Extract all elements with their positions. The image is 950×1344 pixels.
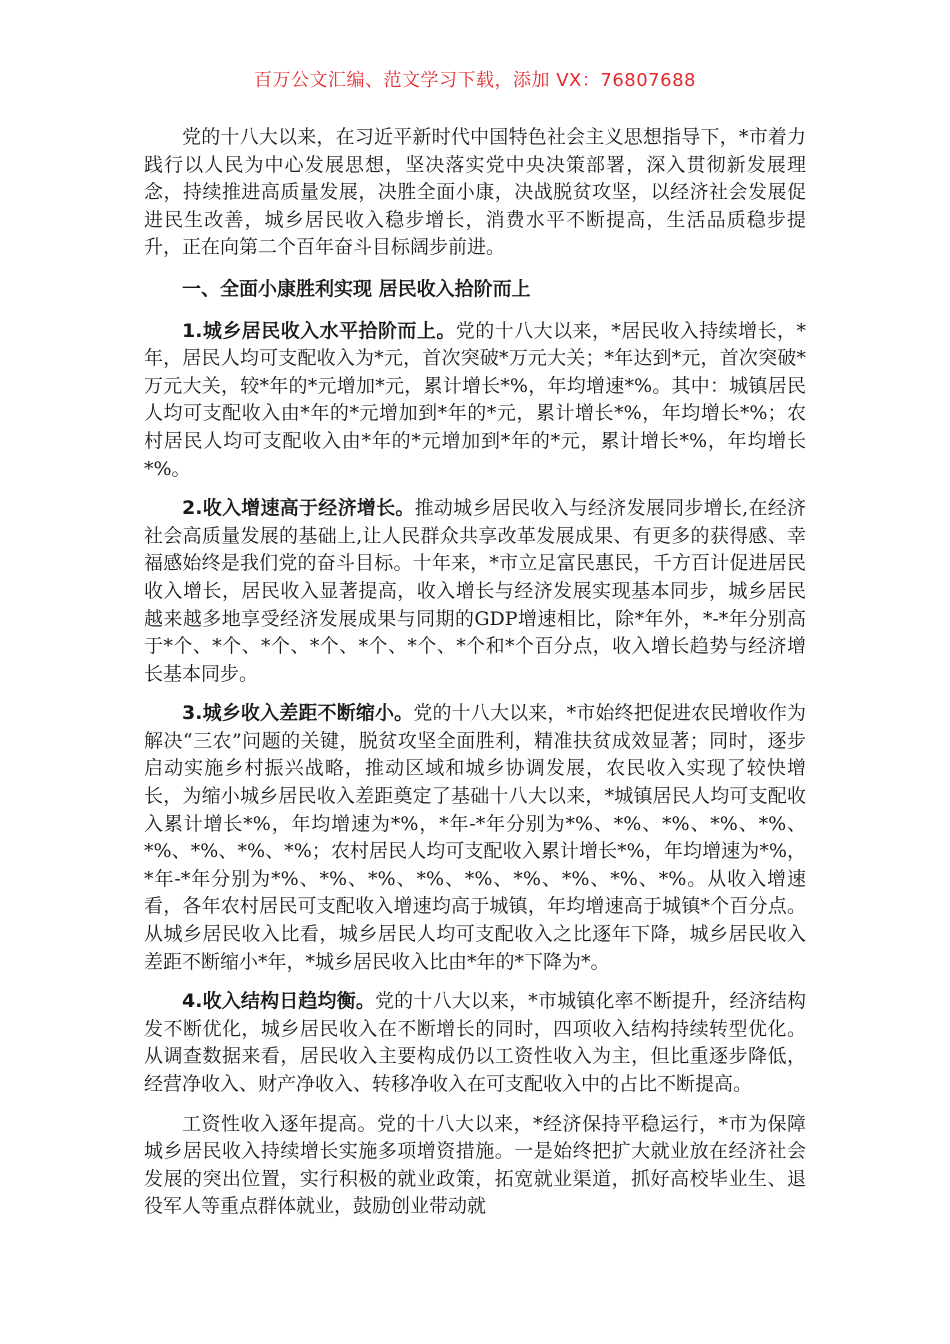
item-body: 党的十八大以来，*市城镇化率不断提升，经济结构发不断优化，城乡居民收入在不断增长的同时，四项收入结构持续转型优化。从调查数据来看，居民收入主要构成仍以工资性收入为主，但比重逐步降低，经营净收入、财产净收入、转移净收入在可支配收入中的占比不断提高。 (144, 990, 806, 1095)
watermark-banner: 百万公文汇编、范文学习下载，添加 VX：76807688 (254, 70, 696, 91)
paragraph-item-4 (144, 988, 806, 1098)
document-body (144, 124, 806, 1233)
item-body: 党的十八大以来，*居民收入持续增长，*年，居民人均可支配收入为*元，首次突破*万元大关；*年达到*元，首次突破*万元大关，较*年的*元增加*元，累计增长*%，年均增速*%。其中：城镇居民人均可支配收入由*年的*元增加到*年的*元，累计增长*%，年均增长*%；农村居民人均可支配收入由*年的*元增加到*年的*元，累计增长*%，年均增长*%。 (144, 319, 806, 480)
section-heading: 一、全面小康胜利实现 居民收入拾阶而上 (182, 277, 531, 300)
intro-paragraph: 党的十八大以来，在习近平新时代中国特色社会主义思想指导下，*市着力践行以人民为中心发展思想，坚决落实党中央决策部署，深入贯彻新发展理念，持续推进高质量发展，决胜全面小康，决战脱贫攻坚，以经济社会发展促进民生改善，城乡居民收入稳步增长，消费水平不断提高，生活品质稳步提升，正在向第二个百年奋斗目标阔步前进。 (144, 126, 806, 259)
item-lead: 4.收入结构日趋均衡。 (182, 990, 376, 1013)
paragraph-item-2 (144, 495, 806, 688)
item-body: 推动城乡居民收入与经济发展同步增长,在经济社会高质量发展的基础上,让人民群众共享改革发展成果、有更多的获得感、幸福感始终是我们党的奋斗目标。十年来，*市立足富民惠民，千方百计促进居民收入增长，居民收入显著提高，收入增长与经济发展实现基本同步，城乡居民越来越多地享受经济发展成果与同期的GDP增速相比，除*年外，*-*年分别高于*个、*个、*个、*个、*个、*个、*个和*个百分点，收入增长趋势与经济增长基本同步。 (144, 497, 806, 685)
closing-paragraph: 工资性收入逐年提高。党的十八大以来，*经济保持平稳运行，*市为保障城乡居民收入持续增长实施多项增资措施。一是始终把扩大就业放在经济社会发展的突出位置，实行积极的就业政策，拓宽就业渠道，抓好高校毕业生、退役军人等重点群体就业，鼓励创业带动就 (144, 1112, 806, 1218)
item-body: 党的十八大以来，*市始终把促进农民增收作为解决“三农”问题的关键，脱贫攻坚全面胜利，精准扶贫成效显著；同时，逐步启动实施乡村振兴战略，推动区域和城乡协调发展，农民收入实现了较快增长，为缩小城乡居民收入差距奠定了基础十八大以来，*城镇居民人均可支配收入累计增长*%，年均增速为*%，*年-*年分别为*%、*%、*%、*%、*%、*%、*%、*%、*%；农村居民人均可支配收入累计增长*%，年均增速为*%，*年-*年分别为*%、*%、*%、*%、*%、*%、*%、*%、*%。从收入增速看，各年农村居民可支配收入增速均高于城镇，年均增速高于城镇*个百分点。从城乡居民收入比看，城乡居民人均可支配收入之比逐年下降，城乡居民收入差距不断缩小*年，*城乡居民收入比由*年的*下降为*。 (144, 702, 806, 973)
item-lead: 3.城乡收入差距不断缩小。 (182, 702, 414, 725)
item-lead: 1.城乡居民收入水平拾阶而上。 (182, 319, 456, 342)
paragraph-item-1 (144, 318, 806, 484)
item-lead: 2.收入增速高于经济增长。 (182, 497, 415, 520)
paragraph-item-3 (144, 700, 806, 976)
